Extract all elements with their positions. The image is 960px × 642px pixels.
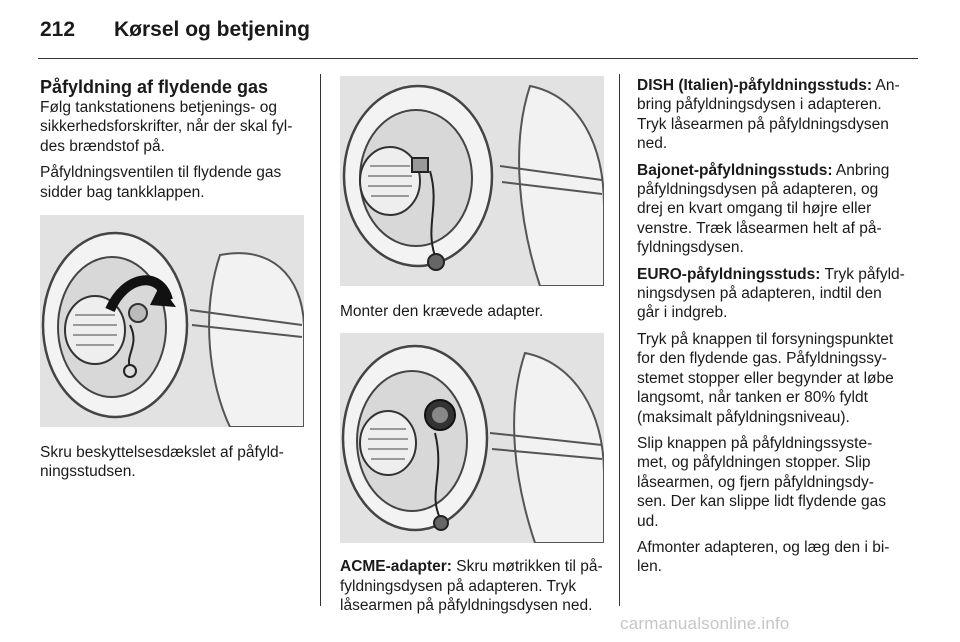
text-line: Påfyldningsventilen til flydende gas: [40, 164, 282, 182]
text-line: met, og påfyldningen stopper. Slip: [637, 454, 871, 472]
text-line: Tryk på knappen til forsyningspunktet: [637, 330, 894, 348]
text-line: påfyldningsdysen på adapteren, og: [637, 181, 879, 199]
euro-paragraph: [637, 265, 907, 323]
text-line: Slip knappen på påfyldningssyste-: [637, 434, 873, 452]
watermark: carmanualsonline.info: [620, 614, 790, 633]
text-line: stemet stopper eller begynder at løbe: [637, 369, 894, 387]
text-line: langsomt, når tanken er 80% fyldt: [637, 389, 868, 407]
text-line: bring påfyldningsdysen i adapteren.: [637, 96, 882, 114]
text-line: des brændstof på.: [40, 137, 165, 155]
section-heading: Påfyldning af flydende gas: [40, 77, 269, 97]
text-line: Skru beskyttelsesdækslet af påfyld-: [40, 444, 284, 462]
text-line: An-: [872, 77, 900, 94]
illustration-acme-adapter: [340, 333, 604, 543]
dish-term: DISH (Italien)-påfyldningsstuds:: [637, 77, 873, 94]
text-line: drej en kvart omgang til højre eller: [637, 200, 872, 218]
column-left: [40, 76, 308, 490]
dish-paragraph: [637, 76, 907, 154]
column-middle: [340, 76, 604, 623]
text-line: ned.: [637, 135, 668, 153]
bajonet-term: Bajonet-påfyldningsstuds:: [637, 161, 833, 179]
text-line: sikkerhedsforskrifter, når der skal fyl-: [40, 118, 293, 136]
intro-paragraph: [40, 98, 308, 156]
text-line: ningsstudsen.: [40, 463, 136, 481]
illustration-mount-adapter: [340, 76, 604, 286]
text-line: fyldningsdysen.: [637, 239, 744, 257]
text-line: går i indgreb.: [637, 304, 728, 322]
illustration-remove-cap: [40, 215, 304, 427]
page-number: 212: [40, 18, 76, 41]
text-line: Skru møtrikken til på-: [451, 558, 603, 576]
text-line: låsearmen, og fjern påfyldningsdy-: [637, 473, 874, 491]
text-line: Følg tankstationens betjenings- og: [40, 99, 277, 116]
header-rule: [38, 58, 918, 59]
text-line: Tryk låsearmen på påfyldningsdysen: [637, 115, 889, 133]
text-line: fyldningsdysen på adapteren. Tryk: [340, 577, 577, 595]
euro-term: EURO-påfyldningsstuds:: [637, 265, 821, 283]
text-line: låsearmen på påfyldningsdysen ned.: [340, 597, 593, 615]
column-divider-left: [320, 74, 321, 606]
valve-paragraph: [40, 163, 308, 202]
remove-adapter-paragraph: [637, 538, 907, 577]
text-line: Monter den krævede adapter.: [340, 303, 544, 320]
text-line: len.: [637, 558, 662, 576]
caption-mount-adapter: [340, 302, 604, 321]
column-right: [637, 76, 907, 584]
text-line: ud.: [637, 512, 659, 530]
release-paragraph: [637, 434, 907, 531]
text-line: Afmonter adapteren, og læg den i bi-: [637, 538, 890, 556]
text-line: (maksimalt påfyldningsniveau).: [637, 408, 850, 426]
button-paragraph: [637, 330, 907, 427]
text-line: sen. Der kan slippe lidt flydende gas: [637, 493, 887, 511]
text-line: for den flydende gas. Påfyldningssy-: [637, 350, 887, 368]
chapter-title: Kørsel og betjening: [114, 18, 311, 41]
text-line: Anbring: [832, 161, 890, 179]
acme-term: ACME-adapter:: [340, 558, 452, 576]
bajonet-paragraph: [637, 161, 907, 258]
acme-paragraph: [340, 557, 604, 615]
caption-remove-cap: [40, 443, 308, 482]
text-line: venstre. Træk låsearmen helt af på-: [637, 219, 882, 237]
text-line: sidder bag tankklappen.: [40, 183, 205, 201]
text-line: Tryk påfyld-: [820, 265, 905, 283]
column-divider-right: [619, 74, 620, 606]
text-line: ningsdysen på adapteren, indtil den: [637, 285, 882, 303]
